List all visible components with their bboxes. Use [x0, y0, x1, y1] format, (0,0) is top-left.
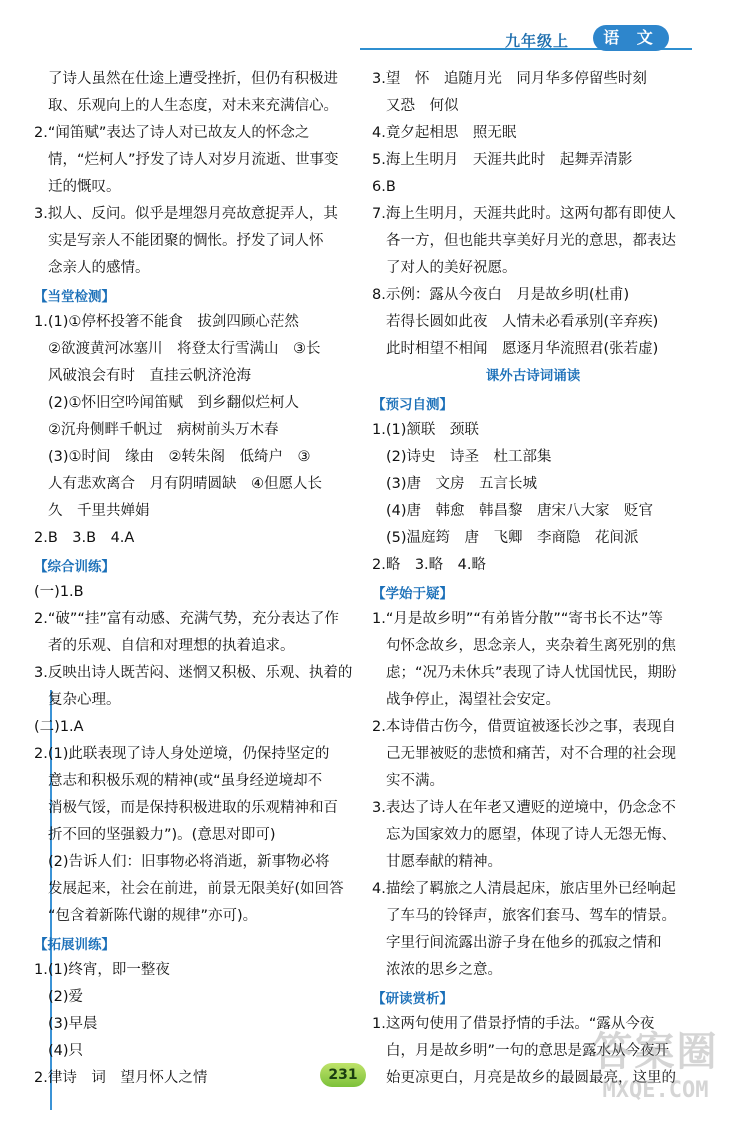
text-line: 2.B 3.B 4.A [34, 530, 135, 546]
text-line: 2.“破”“挂”富有动感、充满气势，充分表达了作 [34, 611, 339, 627]
section-heading: 【当堂检测】 [34, 289, 115, 305]
section-heading-row [34, 282, 362, 309]
text-line: 者的乐观、自信和对理想的执着追求。 [48, 638, 295, 654]
text-line: 3.表达了诗人在年老又遭贬的逆境中，仍念念不 [372, 800, 676, 816]
text-line: (3)唐 文房 五言长城 [386, 476, 538, 492]
text-line: 2.(1)此联表现了诗人身处逆境，仍保持坚定的 [34, 746, 330, 762]
text-line: 战争停止，渴望社会安定。 [386, 692, 560, 708]
text-line: 2.律诗 词 望月怀人之情 [34, 1070, 208, 1086]
watermark-text: 答案圈 [592, 1029, 719, 1075]
text-line: 了对人的美好祝愿。 [386, 260, 517, 276]
section-heading: 【拓展训练】 [34, 937, 115, 953]
text-line: 7.海上生明月，天涯共此时。这两句都有即使人 [372, 206, 676, 222]
text-line: (2)①怀旧空吟闻笛赋 到乡翻似烂柯人 [48, 395, 300, 411]
text-line: 了诗人虽然在仕途上遭受挫折，但仍有积极进 [48, 71, 338, 87]
text-line: 4.描绘了羁旅之人清晨起床，旅店里外已经响起 [372, 881, 676, 897]
text-line: 忘为国家效力的愿望，体现了诗人无怨无悔、 [386, 827, 676, 843]
section-heading-row [34, 930, 362, 957]
watermark-logo [568, 1020, 743, 1112]
text-line: (2)爱 [48, 989, 84, 1005]
text-line: (4)唐 韩愈 韩昌黎 唐宋八大家 贬官 [386, 503, 654, 519]
text-line: 2.本诗借古伤今，借贾谊被逐长沙之事，表现自 [372, 719, 676, 735]
section-heading: 【学始于疑】 [372, 586, 453, 602]
text-line: 始更凉更白，月亮是故乡的最圆最亮，这里的 [386, 1070, 676, 1086]
text-line: (5)温庭筠 唐 飞卿 李商隐 花间派 [386, 530, 639, 546]
text-line: 1.这两句使用了借景抒情的手法。“露从今夜 [372, 1016, 655, 1032]
text-line: 实不满。 [386, 773, 444, 789]
subject-badge: 语 文 [593, 25, 669, 51]
text-line: 4.竟夕起相思 照无眠 [372, 125, 517, 141]
section-heading-row [372, 579, 694, 606]
grade-label: 九年级上 [505, 32, 570, 50]
text-line: 2.略 3.略 4.略 [372, 557, 487, 573]
text-line: 复杂心理。 [48, 692, 121, 708]
section-heading-row [372, 390, 694, 417]
section-heading-row [34, 552, 362, 579]
text-line: 浓浓的思乡之意。 [386, 962, 502, 978]
text-line: 折不回的坚强毅力”)。(意思对即可) [48, 827, 276, 843]
text-line: 3.望 怀 追随月光 同月华多停留些时刻 [372, 71, 647, 87]
text-line: 取、乐观向上的人生态度，对未来充满信心。 [48, 98, 338, 114]
text-line: 白，月是故乡明”一句的意思是露水从今夜开 [386, 1043, 670, 1059]
text-line: (一)1.B [34, 584, 84, 600]
text-line: 6.B [372, 179, 396, 195]
text-line: 8.示例：露从今夜白 月是故乡明(杜甫) [372, 287, 630, 303]
text-line: 甘愿奉献的精神。 [386, 854, 502, 870]
text-line: 人有悲欢离合 月有阴晴圆缺 ④但愿人长 [48, 476, 322, 492]
subsection-title: 课外古诗词诵读 [485, 368, 581, 384]
text-line: 1.(1)终宵，即一整夜 [34, 962, 170, 978]
page-header [0, 0, 750, 62]
text-line: (2)诗史 诗圣 杜工部集 [386, 449, 552, 465]
text-line: 1.(1)颔联 颈联 [372, 422, 479, 438]
text-line: 意志和积极乐观的精神(或“虽身经逆境却不 [48, 773, 323, 789]
section-heading: 【综合训练】 [34, 559, 115, 575]
text-line: 了车马的铃铎声，旅客们套马、驾车的情景。 [386, 908, 676, 924]
left-column [34, 66, 362, 1092]
text-line: 3.反映出诗人既苦闷、迷惘又积极、乐观、执着的 [34, 665, 353, 681]
text-line: 句怀念故乡，思念亲人，夹杂着生离死别的焦 [386, 638, 676, 654]
text-line: “包含着新陈代谢的规律”亦可)。 [48, 908, 258, 924]
text-line: (3)①时间 缘由 ②转朱阁 低绮户 ③ [48, 449, 311, 465]
right-column [372, 66, 694, 1092]
text-line: 字里行间流露出游子身在他乡的孤寂之情和 [386, 935, 662, 951]
page-number: 231 [320, 1063, 366, 1087]
text-line: 迁的慨叹。 [48, 179, 121, 195]
text-line: (二)1.A [34, 719, 84, 735]
text-line: (3)早晨 [48, 1016, 98, 1032]
text-line: 己无罪被贬的悲愤和痛苦，对不合理的社会现 [386, 746, 676, 762]
text-line: 风破浪会有时 直挂云帆济沧海 [48, 368, 251, 384]
text-line: 若得长圆如此夜 人情未必看承别(辛弃疾) [386, 314, 659, 330]
text-line: 消极气馁，而是保持积极进取的乐观精神和百 [48, 800, 338, 816]
text-line: 实是写亲人不能团聚的惆怅。抒发了词人怀 [48, 233, 324, 249]
text-line: 又恐 何似 [386, 98, 459, 114]
text-line: ②沉舟侧畔千帆过 病树前头万木春 [48, 422, 279, 438]
text-line: 情，“烂柯人”抒发了诗人对岁月流逝、世事变 [48, 152, 339, 168]
section-heading: 【预习自测】 [372, 397, 453, 413]
text-line: 2.“闻笛赋”表达了诗人对已故友人的怀念之 [34, 125, 310, 141]
text-line: 1.“月是故乡明”“有弟皆分散”“寄书长不达”等 [372, 611, 663, 627]
text-line: 此时相望不相闻 愿逐月华流照君(张若虚) [386, 341, 659, 357]
watermark-url: MXQE.COM [602, 1078, 709, 1103]
text-line: 5.海上生明月 天涯共此时 起舞弄清影 [372, 152, 633, 168]
text-line: 虑；“况乃未休兵”表现了诗人忧国忧民，期盼 [386, 665, 677, 681]
text-line: ②欲渡黄河冰塞川 将登太行雪满山 ③长 [48, 341, 321, 357]
text-line: 念亲人的感情。 [48, 260, 150, 276]
text-line: 1.(1)①停杯投箸不能食 拔剑四顾心茫然 [34, 314, 299, 330]
text-line: (2)告诉人们：旧事物必将消逝，新事物必将 [48, 854, 330, 870]
section-heading-row [372, 984, 694, 1011]
text-line: 发展起来，社会在前进，前景无限美好(如回答 [48, 881, 344, 897]
text-line: 各一方，但也能共享美好月光的意思，都表达 [386, 233, 676, 249]
text-line: 久 千里共婵娟 [48, 503, 150, 519]
text-line: (4)只 [48, 1043, 84, 1059]
section-heading: 【研读赏析】 [372, 991, 453, 1007]
text-line: 3.拟人、反问。似乎是埋怨月亮故意捉弄人，其 [34, 206, 338, 222]
